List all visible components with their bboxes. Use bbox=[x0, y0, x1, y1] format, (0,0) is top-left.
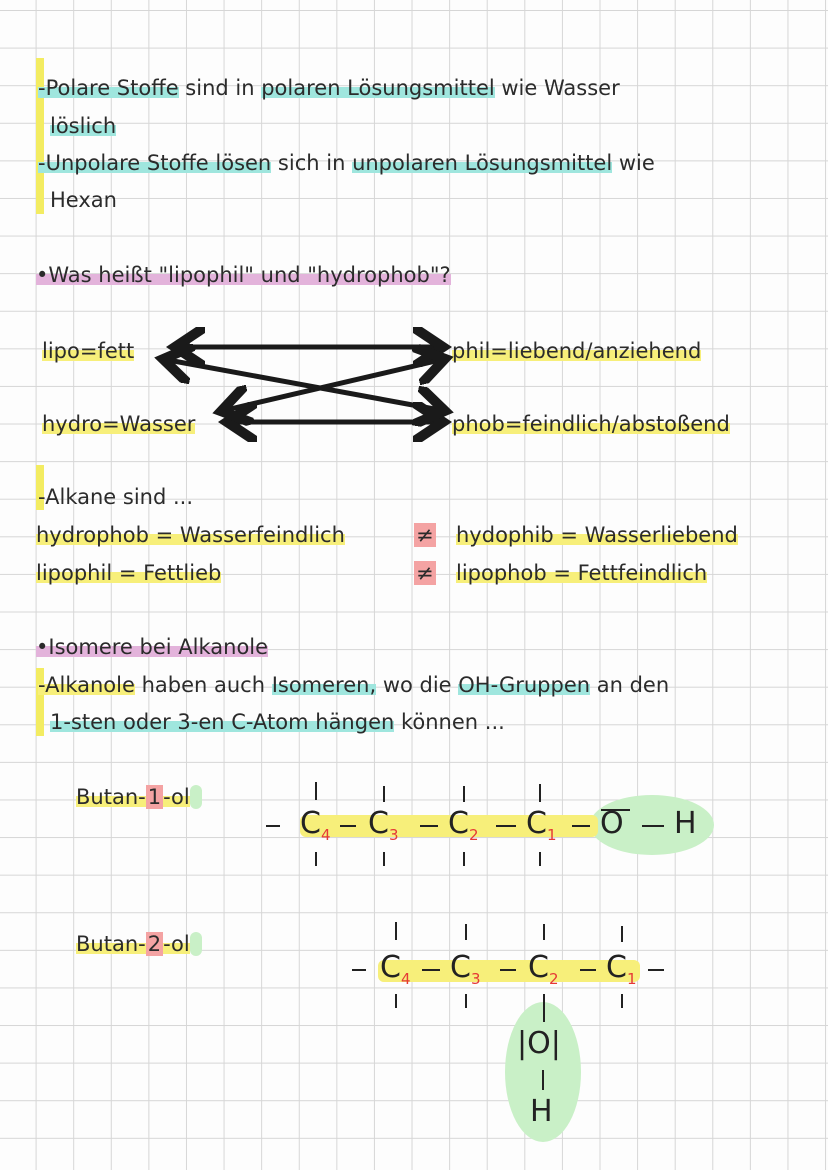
butan2-carbon-4: $C_4$ bbox=[380, 950, 411, 988]
isomere-heading: •Isomere bei Alkanole bbox=[36, 635, 269, 659]
alkane-row1-left: hydrophob = Wasserfeindlich bbox=[36, 523, 345, 547]
isomere-line-2: 1-sten oder 3-en C-Atom hängen können ... bbox=[50, 710, 505, 734]
butan2-carbon-3: $C_3$ bbox=[450, 950, 481, 988]
butan-1-ol-structure bbox=[266, 782, 714, 866]
butan1-hydrogen: H bbox=[674, 806, 697, 841]
alkane-row2-sym: ≠ bbox=[416, 561, 434, 585]
intro-line-3: -Unpolare Stoffe lösen sich in unpolaren Lösungsmittel wie bbox=[38, 151, 655, 175]
question-heading: •Was heißt "lipophil" und "hydrophob"? bbox=[36, 263, 451, 287]
butan2-carbon-1: $C_1$ bbox=[606, 950, 637, 988]
butan2-carbon-2: $C_2$ bbox=[528, 950, 559, 988]
intro-line-1: -Polare Stoffe sind in polaren Lösungsmittel wie Wasser bbox=[38, 76, 620, 100]
intro-line-2: löslich bbox=[50, 114, 117, 138]
butan-2-ol-label: Butan-2-ol bbox=[76, 931, 202, 957]
butan2-oxygen: |O| bbox=[517, 1026, 561, 1061]
term-hydro: hydro=Wasser bbox=[42, 412, 196, 436]
alkane-row1-sym: ≠ bbox=[416, 523, 434, 547]
alkane-heading: -Alkane sind ... bbox=[38, 485, 193, 509]
butan-1-ol-label: Butan-1-ol bbox=[76, 784, 202, 810]
butan1-carbon-3: $C_3$ bbox=[368, 806, 399, 844]
alkane-row2-right: lipophob = Fettfeindlich bbox=[456, 561, 708, 585]
butan1-carbon-2: $C_2$ bbox=[448, 806, 479, 844]
term-phil: phil=liebend/anziehend bbox=[452, 339, 702, 363]
alkane-row2-left: lipophil = Fettlieb bbox=[36, 561, 222, 585]
butan2-hydrogen: H bbox=[530, 1094, 553, 1129]
butan1-carbon-1: $C_1$ bbox=[526, 806, 557, 844]
alkane-row1-right: hydophib = Wasserliebend bbox=[456, 523, 738, 547]
term-phob: phob=feindlich/abstoßend bbox=[452, 412, 730, 436]
term-lipo: lipo=fett bbox=[42, 339, 135, 363]
intro-line-4: Hexan bbox=[50, 188, 117, 212]
butan1-oxygen: O bbox=[600, 806, 624, 841]
butan1-carbon-4: $C_4$ bbox=[300, 806, 331, 844]
isomere-line-1: -Alkanole haben auch Isomeren, wo die OH-Gruppen an den bbox=[38, 673, 670, 697]
